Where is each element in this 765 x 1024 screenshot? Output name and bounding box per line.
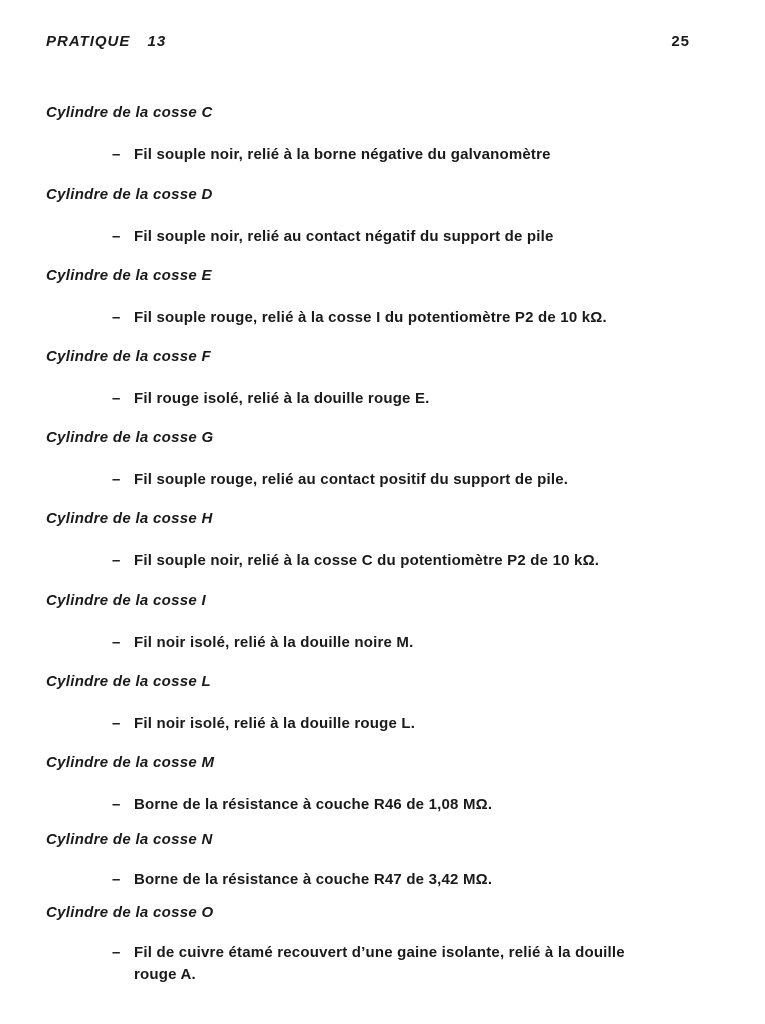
- entry-text-continued: rouge A.: [134, 966, 196, 983]
- entry-text: Fil souple noir, relié à la cosse C du potentiomètre P2 de 10 kΩ.: [134, 552, 600, 569]
- entry-text: Fil de cuivre étamé recouvert d’une gaine isolante, relié à la douille: [134, 944, 625, 961]
- entry-description: [112, 869, 712, 891]
- entry-title: Cylindre de la cosse G: [46, 429, 214, 446]
- entry-description: [112, 226, 712, 248]
- dash: –: [112, 309, 121, 326]
- entry-description: [112, 632, 712, 654]
- dash: –: [112, 552, 121, 569]
- entry-text: Fil souple noir, relié à la borne négative du galvanomètre: [134, 146, 551, 163]
- entry-text: Borne de la résistance à couche R47 de 3,42 MΩ.: [134, 871, 493, 888]
- entry-title: Cylindre de la cosse M: [46, 754, 215, 771]
- entry-description: [112, 307, 712, 329]
- dash: –: [112, 796, 121, 813]
- entry-text: Fil rouge isolé, relié à la douille rouge E.: [134, 390, 430, 407]
- entry-description: [112, 388, 712, 410]
- dash: –: [112, 471, 121, 488]
- dash: –: [112, 228, 121, 245]
- entry-description: [112, 713, 712, 735]
- dash: –: [112, 944, 121, 961]
- running-title: PRATIQUE 13: [46, 33, 167, 50]
- entry-text: Fil souple noir, relié au contact négatif du support de pile: [134, 228, 554, 245]
- entry-text: Fil noir isolé, relié à la douille rouge L.: [134, 715, 416, 732]
- dash: –: [112, 715, 121, 732]
- entry-description: [112, 794, 712, 816]
- entry-title: Cylindre de la cosse N: [46, 831, 213, 848]
- entry-title: Cylindre de la cosse O: [46, 904, 214, 921]
- page-header: [46, 33, 690, 50]
- entry-title: Cylindre de la cosse H: [46, 510, 213, 527]
- entry-title: Cylindre de la cosse D: [46, 186, 213, 203]
- dash: –: [112, 146, 121, 163]
- entry-description: [112, 942, 712, 986]
- entry-title: Cylindre de la cosse F: [46, 348, 211, 365]
- entry-text: Borne de la résistance à couche R46 de 1,08 MΩ.: [134, 796, 493, 813]
- entry-text: Fil souple rouge, relié à la cosse I du potentiomètre P2 de 10 kΩ.: [134, 309, 607, 326]
- entry-text: Fil souple rouge, relié au contact positif du support de pile.: [134, 471, 569, 488]
- entry-title: Cylindre de la cosse I: [46, 592, 206, 609]
- entry-description: [112, 550, 712, 572]
- entry-title: Cylindre de la cosse E: [46, 267, 212, 284]
- entry-description: [112, 144, 712, 166]
- dash: –: [112, 634, 121, 651]
- entry-description: [112, 469, 712, 491]
- entry-title: Cylindre de la cosse C: [46, 104, 213, 121]
- page-number: 25: [671, 33, 690, 50]
- dash: –: [112, 871, 121, 888]
- entry-title: Cylindre de la cosse L: [46, 673, 211, 690]
- entry-text: Fil noir isolé, relié à la douille noire M.: [134, 634, 414, 651]
- dash: –: [112, 390, 121, 407]
